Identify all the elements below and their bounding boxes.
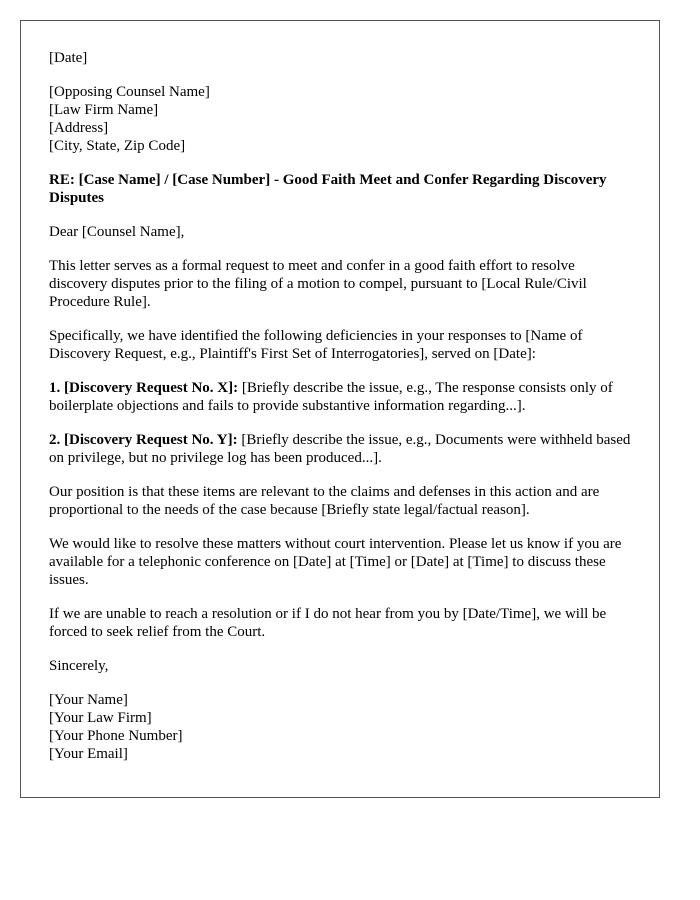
deficiency-item-2 xyxy=(49,431,631,467)
signature-phone: [Your Phone Number] xyxy=(49,728,183,744)
signature-block xyxy=(49,691,631,763)
recipient-city-state-zip: [City, State, Zip Code] xyxy=(49,138,186,154)
letter-page xyxy=(20,20,660,798)
deficiency-item-2-label: 2. [Discovery Request No. Y]: xyxy=(49,432,238,448)
closing: Sincerely, xyxy=(49,658,109,674)
warning-paragraph: If we are unable to reach a resolution or if I do not hear from you by [Date/Time], we will be forced to seek relief from the Court. xyxy=(49,606,607,640)
position-paragraph: Our position is that these items are relevant to the claims and defenses in this action and are proportional to the needs of the case because [Briefly state legal/factual reason]. xyxy=(49,484,600,518)
subject-line xyxy=(49,171,631,207)
deficiency-item-1 xyxy=(49,379,631,415)
signature-name: [Your Name] xyxy=(49,692,128,708)
deficiency-item-2-text: [Briefly describe the issue, e.g., Documents were withheld based on privilege, but no privilege log has been produced...]. xyxy=(49,432,631,466)
recipient-name: [Opposing Counsel Name] xyxy=(49,84,210,100)
signature-firm: [Your Law Firm] xyxy=(49,710,152,726)
deficiency-item-1-text: [Briefly describe the issue, e.g., The response consists only of boilerplate objections and fails to provide substantive information regarding...]. xyxy=(49,380,613,414)
deficiency-item-1-label: 1. [Discovery Request No. X]: xyxy=(49,380,239,396)
deficiencies-intro: Specifically, we have identified the following deficiencies in your responses to [Name of Discovery Request, e.g., Plaintiff's First Set of Interrogatories], served on [Date]: xyxy=(49,328,583,362)
recipient-address: [Address] xyxy=(49,120,109,136)
signature-email: [Your Email] xyxy=(49,746,128,762)
recipient-block xyxy=(49,83,631,155)
subject-text: RE: [Case Name] / [Case Number] - Good Faith Meet and Confer Regarding Discovery Disputes xyxy=(49,172,607,206)
letter-date: [Date] xyxy=(49,50,88,66)
salutation: Dear [Counsel Name], xyxy=(49,224,185,240)
recipient-firm: [Law Firm Name] xyxy=(49,102,159,118)
intro-paragraph: This letter serves as a formal request to meet and confer in a good faith effort to resolve discovery disputes prior to the filing of a motion to compel, pursuant to [Local Rule/Civil Procedure Rule]. xyxy=(49,258,587,310)
resolution-request-paragraph: We would like to resolve these matters without court intervention. Please let us know if you are available for a telephonic conference on [Date] at [Time] or [Date] at [Time] to discuss these issues. xyxy=(49,536,622,588)
